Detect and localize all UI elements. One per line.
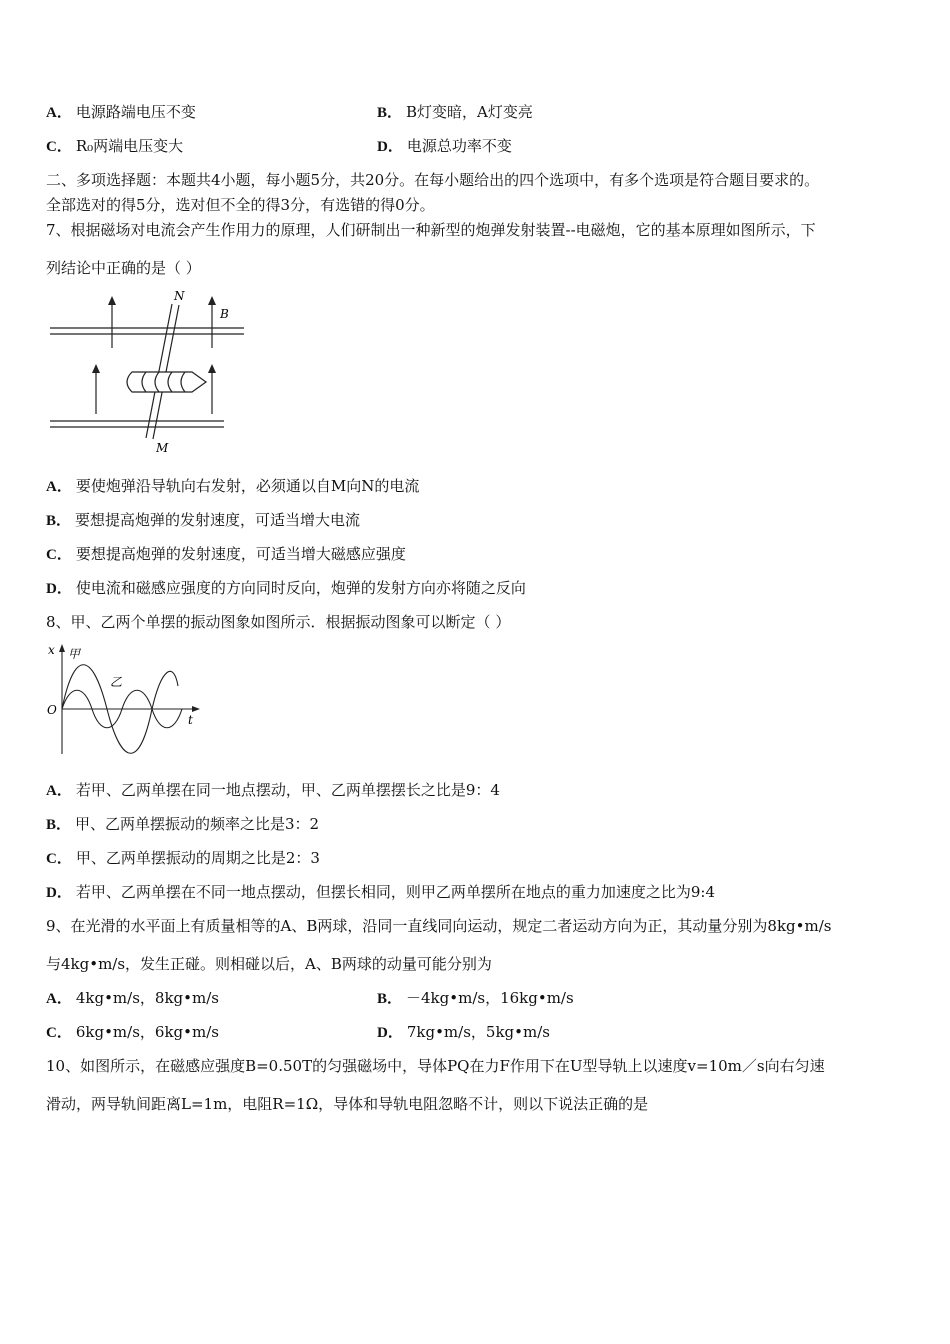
q9-option-a: A． 4kg•m/s，8kg•m/s xyxy=(46,989,219,1007)
q7-label-m: M xyxy=(156,441,169,455)
section2-instructions-line2: 全部选对的得5分，选对但不全的得3分，有选错的得0分。 xyxy=(46,196,435,214)
q7-option-a: A． 要使炮弹沿导轨向右发射，必须通以自M向N的电流 xyxy=(46,477,420,495)
q8-stem: 8、甲、乙两个单摆的振动图象如图所示．根据振动图象可以断定（ ） xyxy=(46,613,511,631)
q9-stem-line2: 与4kg•m/s，发生正碰。则相碰以后，A、B两球的动量可能分别为 xyxy=(46,955,492,973)
q8-curve-yi-label: 乙 xyxy=(110,675,123,689)
q8-axis-x-label: x xyxy=(48,643,55,657)
q6-option-b: B． B灯变暗，A灯变亮 xyxy=(377,103,533,121)
q8-vibration-graph xyxy=(44,642,204,760)
q9-option-b: B． －4kg•m/s，16kg•m/s xyxy=(377,989,574,1007)
q6-option-a: A． 电源路端电压不变 xyxy=(46,103,196,121)
q7-stem-line1: 7、根据磁场对电流会产生作用力的原理，人们研制出一种新型的炮弹发射装置--电磁炮，它的基本原理如图所示，下 xyxy=(46,221,816,239)
q8-option-d: D． 若甲、乙两单摆在不同一地点摆动，但摆长相同，则甲乙两单摆所在地点的重力加速度之比为9:4 xyxy=(46,883,715,901)
q7-option-d: D． 使电流和磁感应强度的方向同时反向，炮弹的发射方向亦将随之反向 xyxy=(46,579,526,597)
q7-railgun-figure xyxy=(46,288,251,458)
q9-option-c: C． 6kg•m/s，6kg•m/s xyxy=(46,1023,219,1041)
q7-option-b: B． 要想提高炮弹的发射速度，可适当增大电流 xyxy=(46,511,361,529)
q6-option-c: C． R₀两端电压变大 xyxy=(46,137,184,155)
q6-option-d: D． 电源总功率不变 xyxy=(377,137,512,155)
q8-axis-t-label: t xyxy=(188,713,193,727)
q9-stem-line1: 9、在光滑的水平面上有质量相等的A、B两球，沿同一直线同向运动，规定二者运动方向为正，其动量分别为8kg•m/s xyxy=(46,917,832,935)
q7-stem-line2: 列结论中正确的是（ ） xyxy=(46,259,201,277)
q10-stem-line2: 滑动，两导轨间距离L=1m，电阻R=1Ω，导体和导轨电阻忽略不计，则以下说法正确的是 xyxy=(46,1095,649,1113)
q8-curve-jia-label: 甲 xyxy=(68,647,81,661)
q7-option-c: C． 要想提高炮弹的发射速度，可适当增大磁感应强度 xyxy=(46,545,406,563)
section2-instructions-line1: 二、多项选择题：本题共4小题，每小题5分，共20分。在每小题给出的四个选项中，有多个选项是符合题目要求的。 xyxy=(46,171,820,189)
q8-origin-label: O xyxy=(47,703,57,717)
q10-stem-line1: 10、如图所示，在磁感应强度B=0.50T的匀强磁场中，导体PQ在力F作用下在U型导轨上以速度v=10m／s向右匀速 xyxy=(46,1057,825,1075)
q8-option-a: A． 若甲、乙两单摆在同一地点摆动，甲、乙两单摆摆长之比是9：4 xyxy=(46,781,500,799)
q7-label-n: N xyxy=(174,289,185,303)
q8-option-c: C． 甲、乙两单摆振动的周期之比是2：3 xyxy=(46,849,320,867)
q9-option-d: D． 7kg•m/s，5kg•m/s xyxy=(377,1023,550,1041)
q8-option-b: B． 甲、乙两单摆振动的频率之比是3：2 xyxy=(46,815,320,833)
q7-label-b: B xyxy=(220,307,229,321)
